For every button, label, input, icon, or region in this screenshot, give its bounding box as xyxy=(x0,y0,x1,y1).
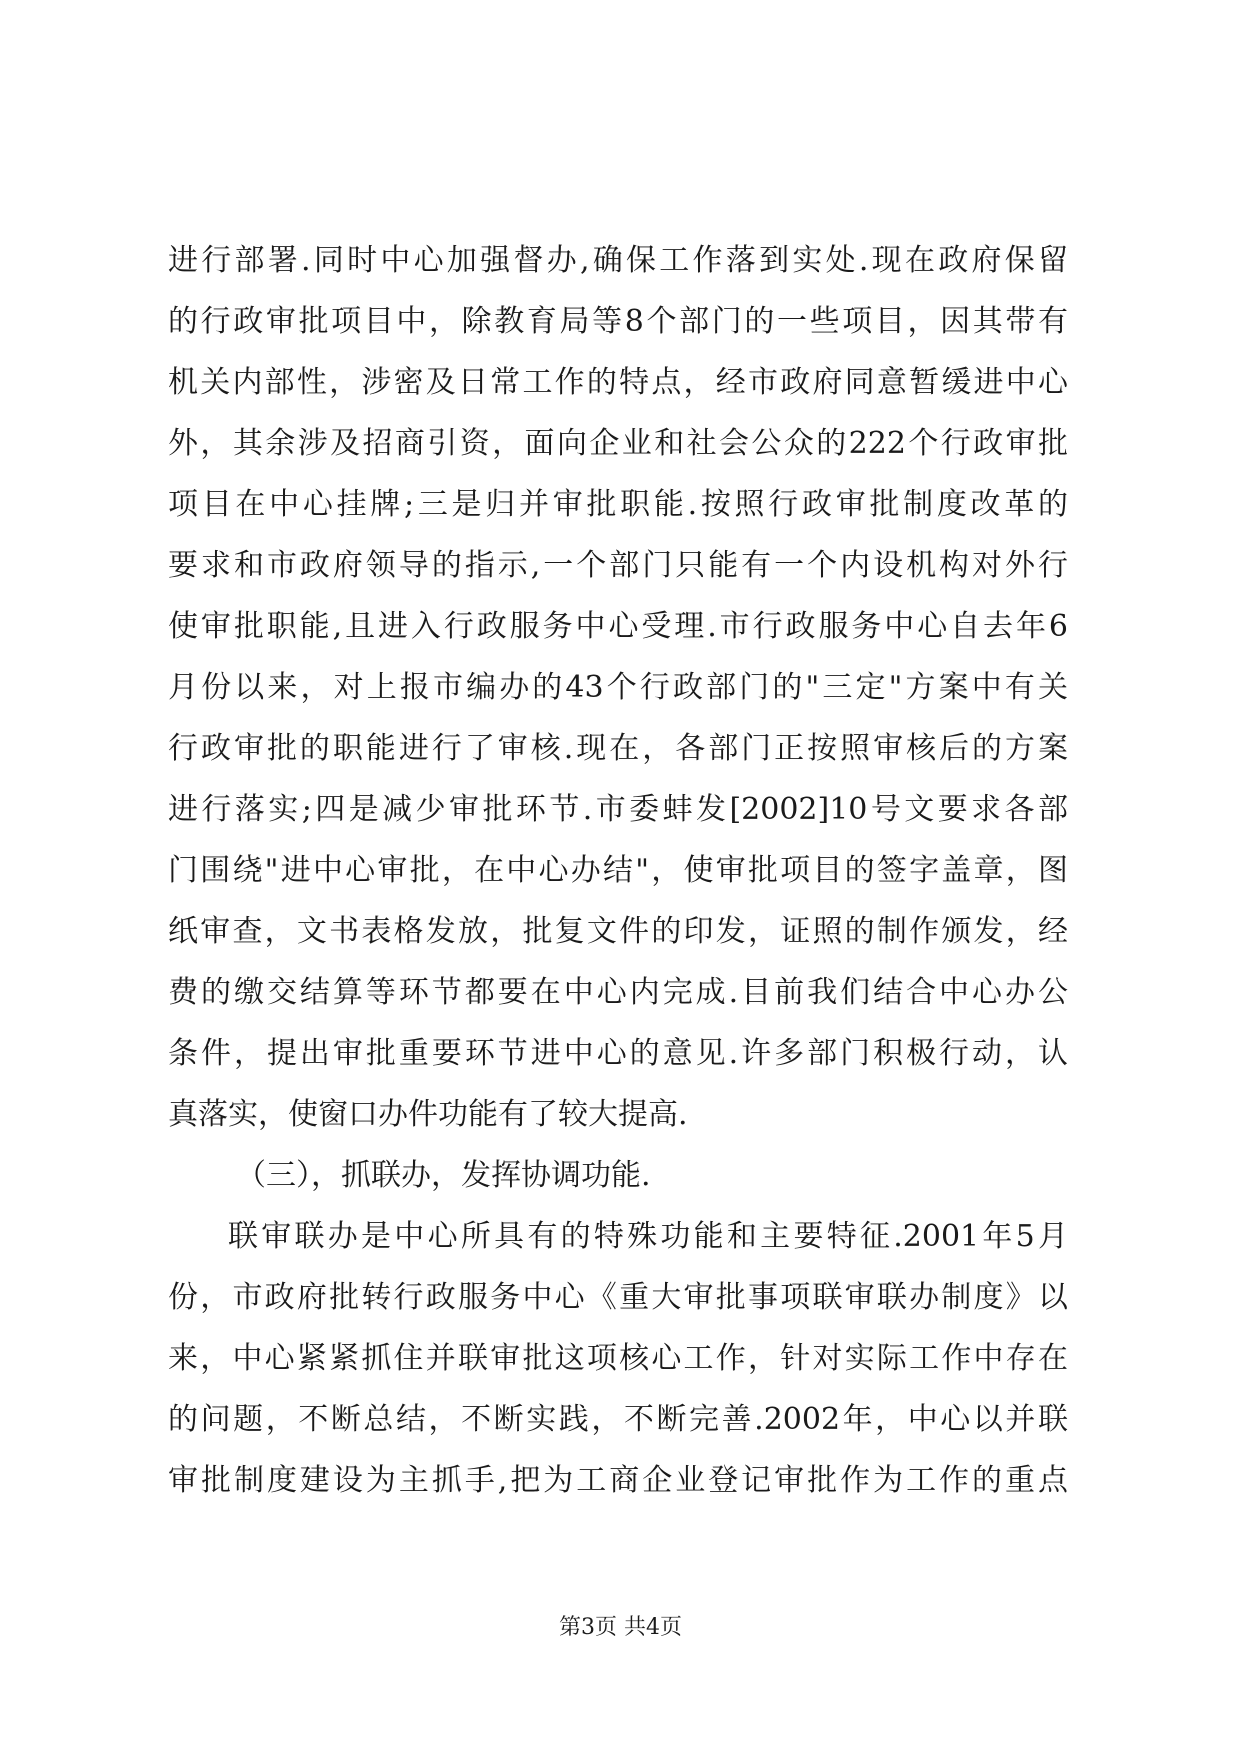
text-line: 进行部署.同时中心加强督办,确保工作落到实处.现在政府保留 xyxy=(168,243,1068,278)
text-line: 份，市政府批转行政服务中心《重大审批事项联审联办制度》以 xyxy=(168,1280,1068,1315)
text-line: 月份以来，对上报市编办的43个行政部门的"三定"方案中有关 xyxy=(168,670,1068,705)
text-line: 外，其余涉及招商引资，面向企业和社会公众的222个行政审批 xyxy=(168,426,1068,461)
text-line: 条件，提出审批重要环节进中心的意见.许多部门积极行动，认 xyxy=(168,1036,1068,1071)
text-line: 费的缴交结算等环节都要在中心内完成.目前我们结合中心办公 xyxy=(168,975,1068,1010)
text-line: 进行落实;四是减少审批环节.市委蚌发[2002]10号文要求各部 xyxy=(168,792,1068,827)
text-line: 联审联办是中心所具有的特殊功能和主要特征.2001年5月 xyxy=(228,1219,1068,1254)
text-line: 真落实，使窗口办件功能有了较大提高. xyxy=(168,1097,688,1132)
text-line: 的行政审批项目中，除教育局等8个部门的一些项目，因其带有 xyxy=(168,304,1068,339)
body-text xyxy=(168,230,1068,1511)
section-heading: （三），抓联办，发挥协调功能. xyxy=(236,1158,651,1193)
text-line: 行政审批的职能进行了审核.现在，各部门正按照审核后的方案 xyxy=(168,731,1068,766)
text-line: 的问题，不断总结，不断实践，不断完善.2002年，中心以并联 xyxy=(168,1402,1068,1437)
text-line: 门围绕"进中心审批，在中心办结"，使审批项目的签字盖章，图 xyxy=(168,853,1068,888)
text-line: 审批制度建设为主抓手,把为工商企业登记审批作为工作的重点 xyxy=(168,1463,1068,1498)
page-number-footer: 第3页 共4页 xyxy=(559,1615,682,1640)
text-line: 项目在中心挂牌;三是归并审批职能.按照行政审批制度改革的 xyxy=(168,487,1068,522)
text-line: 机关内部性，涉密及日常工作的特点，经市政府同意暂缓进中心 xyxy=(168,365,1068,400)
text-line: 要求和市政府领导的指示,一个部门只能有一个内设机构对外行 xyxy=(168,548,1068,583)
text-line: 使审批职能,且进入行政服务中心受理.市行政服务中心自去年6 xyxy=(168,609,1068,644)
text-line: 纸审查，文书表格发放，批复文件的印发，证照的制作颁发，经 xyxy=(168,914,1068,949)
text-line: 来，中心紧紧抓住并联审批这项核心工作，针对实际工作中存在 xyxy=(168,1341,1068,1376)
